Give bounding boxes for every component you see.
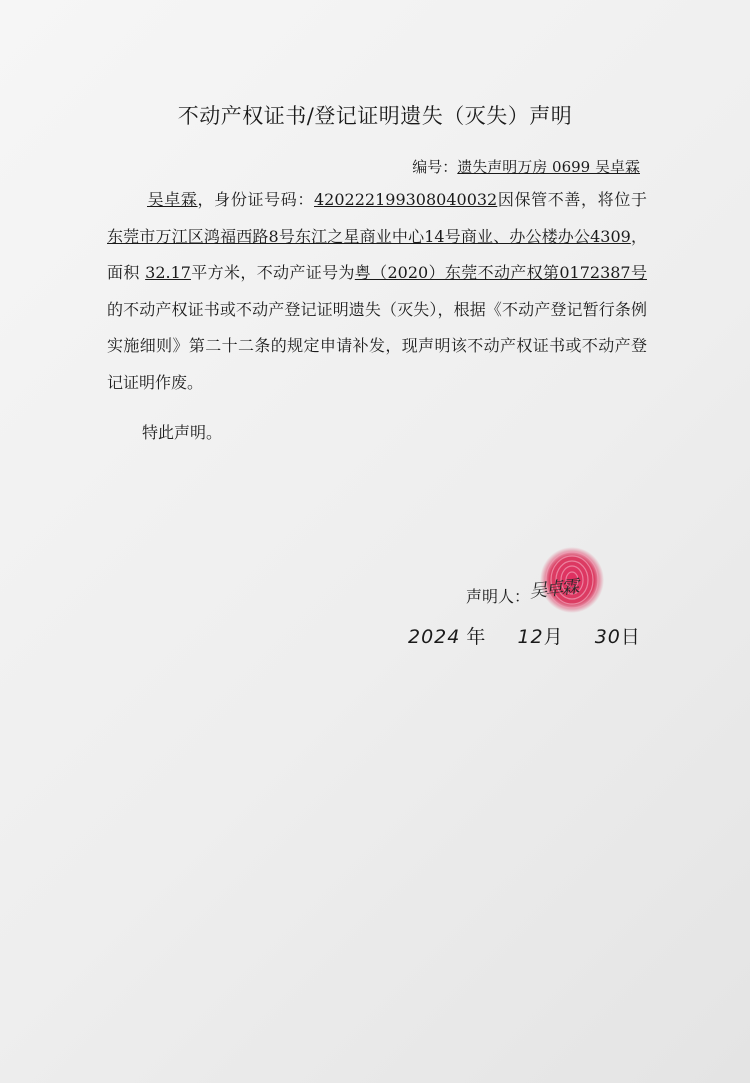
area-label: ，面积 bbox=[107, 226, 647, 282]
certificate-number: 粤（2020）东莞不动产权第0172387号 bbox=[354, 263, 647, 282]
serial-number bbox=[412, 156, 640, 177]
declarant-label: 声明人： bbox=[466, 587, 531, 606]
property-address: 东莞市万江区鸿福西路8号东江之星商业中心14号商业、办公楼办公4309 bbox=[107, 226, 631, 246]
closing-line: 特此声明。 bbox=[142, 423, 223, 442]
date-month: 12 bbox=[517, 626, 544, 648]
body-seg1: 因保管不善，将位于 bbox=[497, 190, 647, 209]
serial-value: 遗失声明万房 0699 吴卓霖 bbox=[457, 158, 640, 176]
owner-name: 吴卓霖 bbox=[147, 190, 198, 209]
body-seg2: 平方米，不动产证号为 bbox=[190, 263, 355, 282]
body-seg3: 的不动产权证书或不动产登记证明遗失（灭失），根据《不动产登记暂行条例实施细则》第二十二条的规定申请补发，现声明该不动产权证书或不动产登记证明作废。 bbox=[107, 299, 647, 392]
serial-label: 编号： bbox=[412, 158, 458, 176]
handwritten-signature: 吴卓霖 bbox=[528, 576, 579, 603]
date-day-unit: 日 bbox=[620, 626, 640, 648]
document-title: 不动产权证书/登记证明遗失（灭失）声明 bbox=[177, 104, 573, 128]
property-area: 32.17 bbox=[145, 263, 191, 282]
statement-body bbox=[107, 182, 647, 401]
id-label: ，身份证号码： bbox=[197, 190, 314, 209]
id-number: 420222199308040032 bbox=[314, 190, 498, 209]
date-month-unit: 月 bbox=[543, 626, 563, 648]
date-day: 30 bbox=[594, 626, 621, 648]
date-year: 2024 bbox=[408, 626, 461, 648]
date-year-unit: 年 bbox=[466, 626, 486, 648]
signature-date bbox=[408, 622, 640, 649]
